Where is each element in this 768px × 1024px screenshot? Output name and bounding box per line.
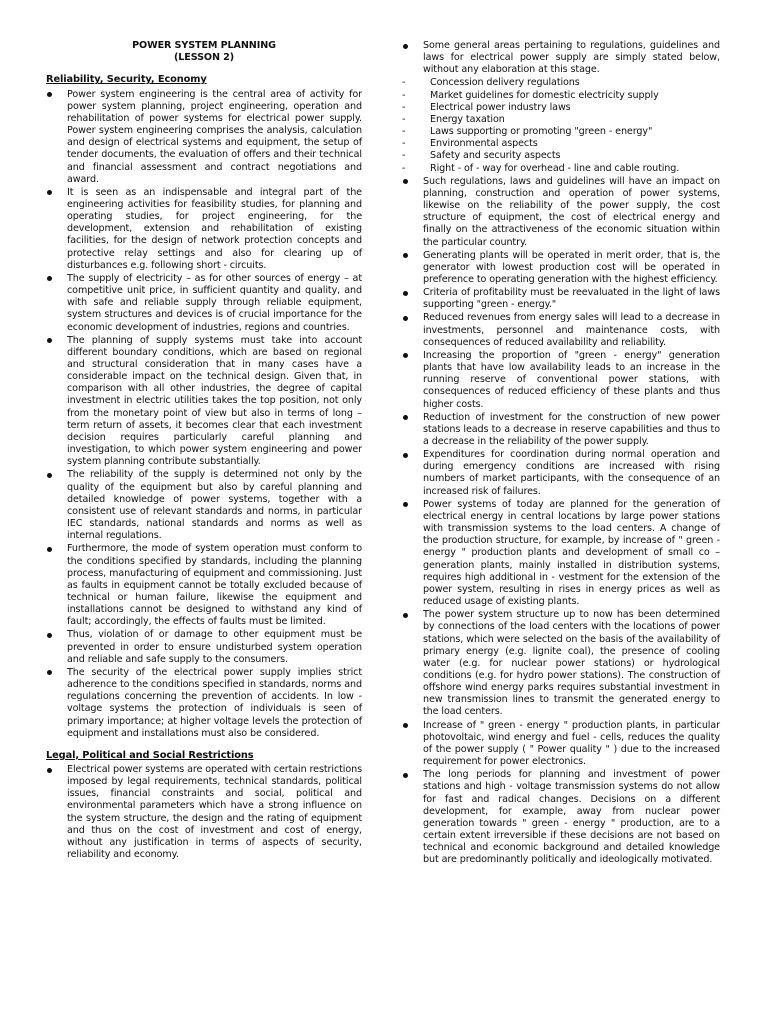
bullet-text: Criteria of profitability must be reevaluated in the light of laws supporting "green - energy.": [423, 287, 720, 311]
bullet-icon: [403, 415, 408, 420]
bullet-item: [402, 176, 720, 249]
bullet-icon: [47, 547, 52, 552]
bullet-text: Thus, violation of or damage to other equipment must be prevented in order to ensure undisturbed system operation and reliable and safe supply to the consumers.: [67, 629, 362, 665]
bullet-icon: [47, 92, 52, 97]
dash-list-item: [402, 150, 720, 162]
bullet-text: The long periods for planning and investment of power stations and high - voltage transmission systems do not allow for fast and radical changes. Decisions on a different development, for example, away from nuclear power generation towards " green - energy " production, are to a certain extent irreversible if these decisions are not based on technical and economic background and detailed knowledge but are predominantly politically and ideologically motivated.: [423, 769, 720, 866]
bullet-icon: [403, 723, 408, 728]
document-title: POWER SYSTEM PLANNING: [132, 40, 276, 51]
bullet-text: The planning of supply systems must take into account different boundary conditions, which are based on regional and structural consideration that in many cases have a considerable impact on the technical design. Given that, in comparison with all other industries, the degree of capital investment in electric utilities takes the top position, not only from the monetary point of view but also in terms of long – term return of assets, it becomes clear that each investment decision requires particularly careful planning and investigation, to which power system engineering and power system planning contribute substantially.: [67, 334, 362, 468]
bullet-text: Electrical power systems are operated with certain restrictions imposed by legal requirements, technical standards, political issues, financial constraints and social, political and environmental parameters which have a strong influence on the system structure, the design and the rating of equipment and thus on the cost of investment and cost of energy, without any justification in terms of aspects of security, reliability and economy.: [67, 764, 362, 861]
bullet-icon: [403, 253, 408, 258]
dash-marker: -: [402, 162, 406, 174]
legal-bullet-list: [46, 764, 362, 861]
bullet-icon: [47, 473, 52, 478]
bullet-icon: [47, 768, 52, 773]
bullet-text: Power system engineering is the central area of activity for power system planning, project engineering, operation and rehabilitation of power systems for electrical power supply. Power system engineering comprises the analysis, calculation and design of electrical systems and equipment, the setup of tender documents, the evaluation of offers and their technical and financial assessment and contract negotiations and award.: [67, 88, 362, 185]
bullet-item: [46, 187, 362, 272]
bullet-item: [46, 273, 362, 334]
dash-marker: -: [402, 150, 406, 162]
impacts-bullet-list: [402, 176, 720, 867]
bullet-text: Furthermore, the mode of system operation must conform to the conditions specified by standards, including the planning process, manufacturing of equipment and commissioning. Just as faults in equipment cannot be totally excluded because of technical or human failure, likewise the equipment and installations cannot be designed to withstand any kind of fault; accordingly, the effects of faults must be limited.: [67, 543, 362, 628]
bullet-icon: [47, 670, 52, 675]
dash-list-item: [402, 126, 720, 138]
bullet-item: [46, 469, 362, 542]
reliability-bullet-list: [46, 89, 362, 740]
bullet-icon: [47, 338, 52, 343]
dash-list-item: [402, 77, 720, 89]
bullet-item: [402, 287, 720, 311]
dash-marker: -: [402, 138, 406, 150]
dash-marker: -: [402, 113, 406, 125]
bullet-icon: [403, 613, 408, 618]
bullet-icon: [403, 453, 408, 458]
bullet-text: Expenditures for coordination during normal operation and during emergency conditions are increased with rising numbers of market participants, with the consequence of an increased risk of failures.: [423, 449, 720, 497]
bullet-item: [402, 449, 720, 498]
dash-item-text: Laws supporting or promoting "green - energy": [430, 126, 653, 138]
dash-list-item: [402, 114, 720, 126]
left-column: [46, 40, 362, 862]
bullet-text: The supply of electricity – as for other sources of energy – at competitive unit price, in sufficient quantity and quality, and with safe and reliable supply through reliable equipment, system structures and devices is of crucial importance for the economic development of industries, regions and countries.: [67, 272, 362, 333]
bullet-item: [402, 499, 720, 608]
document-subtitle: (LESSON 2): [173, 52, 235, 64]
bullet-item: [46, 543, 362, 628]
dash-item-text: Right - of - way for overhead - line and cable routing.: [430, 162, 680, 174]
bullet-text: The power system structure up to now has been determined by connections of the load centers with the locations of power stations, which were selected on the basis of the availability of primary energy (e.g. lignite coal), the presence of cooling water (e.g. for nuclear power stations) or hydrological conditions (e.g. for hydro power stations). The construction of offshore wind energy parks requires substantial investment in new transmission lines to transmit the generated energy to the load centers.: [423, 609, 720, 718]
bullet-item: [46, 89, 362, 186]
bullet-item: [402, 312, 720, 348]
bullet-text: Increase of " green - energy " production plants, in particular photovoltaic, wind energy and fuel - cells, reduces the quality of the power supply ( " Power quality " ) due to the increased requirement for power electronics.: [423, 719, 720, 768]
bullet-text: Reduction of investment for the construction of new power stations leads to a decrease in reserve capabilities and thus to a decrease in the reliability of the power supply.: [423, 411, 720, 447]
bullet-icon: [403, 179, 408, 184]
bullet-item: [46, 629, 362, 665]
bullet-text: The security of the electrical power supply implies strict adherence to the conditions specified in standards, norms and regulations concerning the prevention of accidents. In low - voltage systems the protection of individuals is seen of primary importance; at higher voltage levels the protection of equipment and installations must also be considered.: [67, 666, 362, 739]
bullet-item: [402, 609, 720, 718]
bullet-text: The reliability of the supply is determined not only by the quality of the equipment but also by careful planning and detailed knowledge of power systems, together with a consistent use of relevant standards and norms, in particular IEC standards, national standards and norms as well as internal regulations.: [67, 469, 362, 542]
bullet-icon: [403, 291, 408, 296]
bullet-icon: [47, 276, 52, 281]
bullet-item: [402, 412, 720, 448]
dash-marker: -: [402, 89, 406, 101]
bullet-text: Some general areas pertaining to regulations, guidelines and laws for electrical power supply are simply stated below, without any elaboration at this stage.: [423, 40, 720, 76]
bullet-item: [402, 350, 720, 411]
bullet-icon: [47, 633, 52, 638]
bullet-icon: [403, 353, 408, 358]
bullet-item: [46, 335, 362, 469]
bullet-text: Power systems of today are planned for the generation of electrical energy in central locations by large power stations with transmission systems to the load centers. A change of the production structure, for example, by increase of " green - energy " production plants and development of small co – generation plants, mainly installed in distribution systems, requires high additional in - vestment for the extension of the power system, resulting in rises in energy prices as well as reduced usage of existing plants.: [423, 498, 720, 608]
bullet-item: [402, 40, 720, 76]
bullet-text: It is seen as an indispensable and integral part of the engineering activities for feasibility studies, for planning and operating studies, for project engineering, for the development, extension and rehabilitation of existing facilities, for the design of network protection concepts and protective relay settings and also for clearing up of disturbances e.g. following short - circuits.: [67, 186, 362, 271]
bullet-icon: [403, 316, 408, 321]
dash-item-text: Electrical power industry laws: [430, 101, 571, 113]
section-heading-reliability: Reliability, Security, Economy: [46, 74, 207, 86]
dash-list-item: [402, 163, 720, 175]
bullet-icon: [403, 502, 408, 507]
section-heading-legal: Legal, Political and Social Restrictions: [46, 749, 254, 761]
dash-marker: -: [402, 77, 406, 89]
dash-marker: -: [402, 126, 406, 138]
dash-item-text: Energy taxation: [430, 113, 505, 125]
bullet-item: [46, 667, 362, 740]
bullet-text: Generating plants will be operated in merit order, that is, the generator with lowest production cost will be operated in preference to operating generation with the highest efficiency.: [423, 249, 720, 285]
bullet-text: Increasing the proportion of "green - energy" generation plants that have low availability leads to an increase in the running reserve of conventional power stations, with consequences of reduced efficiency of these plants and thus higher costs.: [423, 349, 720, 410]
bullet-item: [402, 720, 720, 769]
dash-item-text: Concession delivery regulations: [430, 77, 580, 89]
right-column: [402, 40, 720, 867]
bullet-item: [46, 764, 362, 861]
bullet-icon: [403, 773, 408, 778]
bullet-icon: [47, 190, 52, 195]
bullet-text: Such regulations, laws and guidelines will have an impact on planning, construction and operation of power systems, likewise on the reliability of the power supply, the cost structure of equipment, the cost of electrical energy and finally on the attractiveness of the economic situation within the particular country.: [423, 175, 720, 248]
dash-list-item: [402, 102, 720, 114]
dash-list-item: [402, 138, 720, 150]
bullet-text: Reduced revenues from energy sales will lead to a decrease in investments, personnel and maintenance costs, with consequences of reduced availability and reliability.: [423, 312, 720, 348]
dash-item-text: Market guidelines for domestic electricity supply: [430, 89, 659, 101]
regulation-area-list: [402, 77, 720, 174]
dash-item-text: Environmental aspects: [430, 138, 538, 150]
bullet-item: [402, 250, 720, 286]
dash-item-text: Safety and security aspects: [430, 150, 561, 162]
bullet-icon: [403, 44, 408, 49]
dash-marker: -: [402, 101, 406, 113]
dash-list-item: [402, 90, 720, 102]
regulations-bullet-list: [402, 40, 720, 76]
bullet-item: [402, 769, 720, 866]
